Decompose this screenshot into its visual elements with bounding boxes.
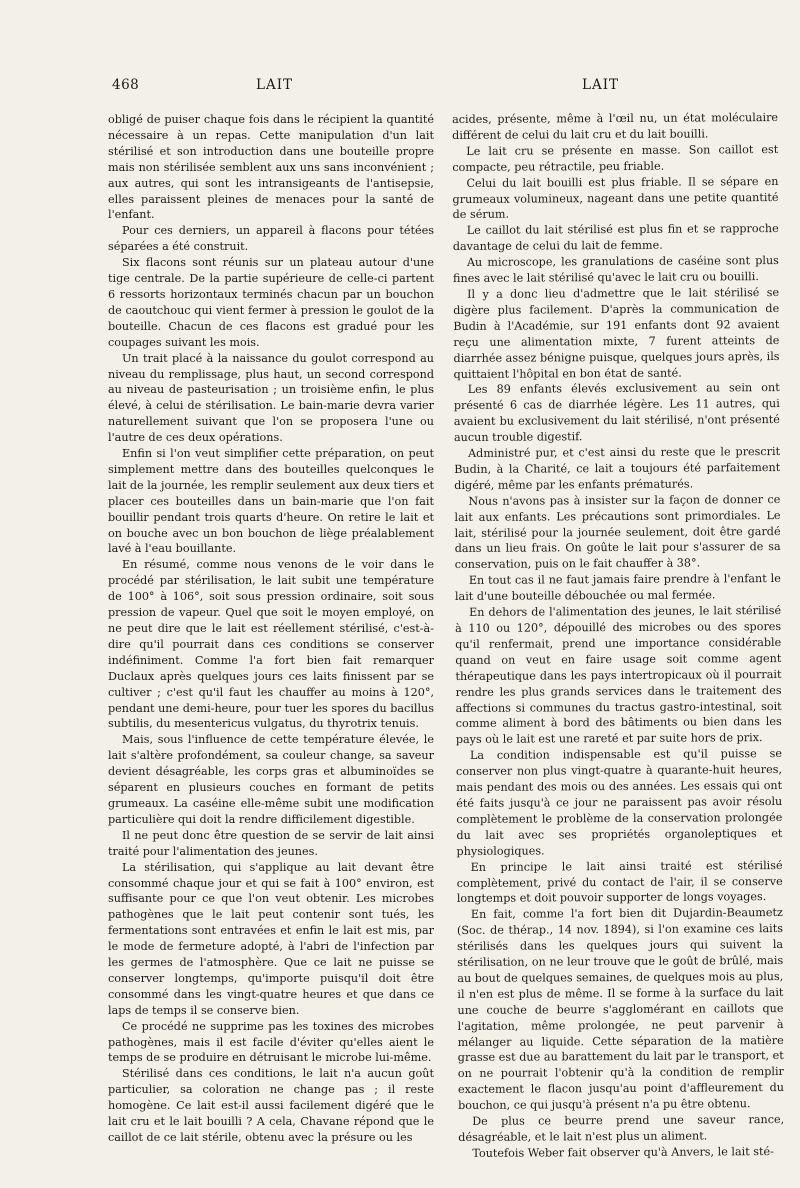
paragraph: acides, présente, même à l'œil nu, un état moléculaire différent de celui du lait cru et du lait bouilli. xyxy=(452,111,779,142)
running-title-right: LAIT xyxy=(582,77,620,93)
paragraph: Un trait placé à la naissance du goulot correspond au niveau du remplissage, plus haut, un second correspond au niveau de pasteurisation ; un troisième enfin, le plus élevé, à celui de stérilisation. Le bain-marie devra varier naturellement suivant que l'on se proposera l'une ou l'autre de ces deux opérations. xyxy=(108,351,434,445)
running-head xyxy=(0,77,800,97)
paragraph: Ce procédé ne supprime pas les toxines des microbes pathogènes, mais il est facile d'éviter qu'elles aient le temps de se produire en détruisant le microbe lui-même. xyxy=(108,1019,434,1065)
paragraph: Nous n'avons pas à insister sur la façon de donner ce lait aux enfants. Les précautions sont primordiales. Le lait, stérilisé pour la journée seulement, doit être gardé dans un lieu frais. On goûte le lait pour s'assurer de sa conservation, puis on le fait chauffer à 38°. xyxy=(454,492,781,572)
paragraph: De plus ce beurre prend une saveur rance, désagréable, et le lait n'est plus un aliment. xyxy=(458,1113,785,1144)
text-column-left xyxy=(108,112,434,1146)
paragraph: Enfin si l'on veut simplifier cette préparation, on peut simplement mettre dans des bouteilles quelconques le lait de la journée, les remplir seulement aux deux tiers et placer ces bouteilles dans un bain-marie que l'on fait bouillir pendant trois quarts d'heure. On retire le lait et on bouche avec un bon bouchon de liège préalablement lavé à l'eau bouillante. xyxy=(108,447,434,556)
paragraph: En résumé, comme nous venons de le voir dans le procédé par stérilisation, le lait subit une température de 100° à 106°, soit sous pression ordinaire, soit sous pression de vapeur. Quel que soit le moyen employé, on ne peut dire que le lait est réellement stérilisé, c'est-à-dire qu'il pourrait dans ces conditions se conserver indéfiniment. Comme l'a fort bien fait remarquer Duclaux après quelques jours ces laits finissent par se cultiver ; c'est qu'il faut les chauffer au moins à 120°, pendant une demi-heure, pour tuer les spores du bacillus subtilis, du mesentericus vulgatus, du thyrotrix tenuis. xyxy=(108,558,434,731)
paragraph: Il y a donc lieu d'admettre que le lait stérilisé se digère plus facilement. D'après la communication de Budin à l'Académie, sur 191 enfants dont 92 avaient reçu une alimentation mixte, 7 furent atteints de diarrhée assez bénigne puisque, quelques jours après, ils quittaient l'hôpital en bon état de santé. xyxy=(453,285,780,381)
paragraph: Le caillot du lait stérilisé est plus fin et se rapproche davantage de celui du lait de femme. xyxy=(452,222,779,254)
paragraph: Six flacons sont réunis sur un plateau autour d'une tige centrale. De la partie supérieure de celle-ci partent 6 ressorts horizontaux terminés chacun par un bouchon de caoutchouc qui vient fermer à pression le goulot de la bouteille. Chacun de ces flacons est gradué pour les coupages suivant les mois. xyxy=(108,256,434,349)
paragraph: Celui du lait bouilli est plus friable. Il se sépare en grumeaux volumineux, nageant dans une petite quantité de sérum. xyxy=(452,174,779,222)
text-column-right xyxy=(452,110,784,1162)
paragraph: Au microscope, les granulations de caséine sont plus fines avec le lait stérilisé qu'avec le lait cru ou bouilli. xyxy=(452,254,779,286)
paragraph: En principe le lait ainsi traité est stérilisé complètement, privé du contact de l'air, il se conserve longtemps et doit pouvoir supporter de longs voyages. xyxy=(456,858,783,906)
paragraph: Il ne peut donc être question de se servir de lait ainsi traité pour l'alimentation des jeunes. xyxy=(108,828,434,858)
paragraph: Mais, sous l'influence de cette température élevée, le lait s'altère profondément, sa couleur change, sa saveur devient désagréable, les corps gras et albuminoïdes se séparent en plusieurs couches en formant de petits grumeaux. La caséine elle-même subit une modification particulière qui doit la rendre difficilement digestible. xyxy=(108,733,434,826)
paragraph: La stérilisation, qui s'applique au lait devant être consommé chaque jour et qui se fait à 100° environ, est suffisante pour ce que l'on veut obtenir. Les microbes pathogènes que le lait peut contenir sont tués, les fermentations sont entravées et enfin le lait est mis, par le mode de fermeture adopté, à l'abri de l'infection par les germes de l'atmosphère. Que ce lait ne puisse se conserver longtemps, qu'importe puisqu'il doit être consommé dans les vingt-quatre heures et que dans ce laps de temps il se conserve bien. xyxy=(108,860,434,1017)
paragraph: Toutefois Weber fait observer qu'à Anvers, le lait sté- xyxy=(472,1144,774,1160)
paragraph: Stérilisé dans ces conditions, le lait n'a aucun goût particulier, sa coloration ne change pas ; il reste homogène. Ce lait est-il aussi facilement digéré que le lait cru et le lait bouilli ? A cela, Chavane répond que le caillot de ce lait stérile, obtenu avec la présure ou les xyxy=(108,1067,434,1144)
paragraph: En dehors de l'alimentation des jeunes, le lait stérilisé à 110 ou 120°, dépouillé des microbes ou des spores qu'il renfermait, prend une importance considérable quand on veut en faire usage soit comme agent thérapeutique dans les pays intertropicaux où il pourrait rendre les plus grands services dans le traitement des affections si communes du tractus gastro-intestinal, soit comme aliment à bord des bâtiments ou bien dans les pays où le lait est une rareté et par suite hors de prix. xyxy=(455,604,782,747)
page-number: 468 xyxy=(112,77,140,93)
paragraph: Les 89 enfants élevés exclusivement au sein ont présenté 6 cas de diarrhée légère. Les 11 autres, qui avaient bu exclusivement du lait stérilisé, n'ont présenté aucun trouble digestif. xyxy=(453,381,780,445)
paragraph: Administré pur, et c'est ainsi du reste que le prescrit Budin, à la Charité, ce lait a toujours été parfaitement digéré, même par les enfants prématurés. xyxy=(454,445,781,492)
paragraph: Le lait cru se présente en masse. Son caillot est compacte, peu rétractile, peu friable. xyxy=(452,142,779,174)
paragraph: La condition indispensable est qu'il puisse se conserver non plus vingt-quatre à quarante-huit heures, mais pendant des mois ou des années. Les essais qui ont été faits jusqu'à ce jour ne paraissent pas avoir résolu complètement le problème de la conservation prolongée du lait avec ses propriétés organoleptiques et physiologiques. xyxy=(455,747,783,858)
paragraph: obligé de puiser chaque fois dans le récipient la quantité nécessaire à un repas. Cette manipulation d'un lait stérilisé et son introduction dans une bouteille propre mais non stérilisée semblent aux uns sans inconvénient ; aux autres, qui sont les intransigeants de l'antisepsie, elles paraissent pleines de menaces pour la santé de l'enfant. xyxy=(108,113,434,222)
running-title-left: LAIT xyxy=(256,77,294,93)
paragraph: Pour ces derniers, un appareil à flacons pour tétées séparées a été construit. xyxy=(108,224,434,254)
paragraph: En tout cas il ne faut jamais faire prendre à l'enfant le lait d'une bouteille débouchée ou mal fermée. xyxy=(454,572,781,604)
paragraph: En fait, comme l'a fort bien dit Dujardin-Beaumetz (Soc. de thérap., 14 nov. 1894), si l'on examine ces laits stérilisés dans les quelques jours qui suivent la stérilisation, on ne leur trouve que le goût de brûlé, mais au bout de quelques semaines, de quelques mois au plus, il n'en est plus de même. Il se forme à la surface du lait une couche de beurre s'agglomérant en caillots que l'agitation, même prolongée, ne peut parvenir à mélanger au liquide. Cette séparation de la matière grasse est due au barattement du lait par le transport, et on ne pourrait l'obtenir qu'à la condition de remplir exactement le flacon jusqu'au point d'affleurement du bouchon, ce qui jusqu'à présent n'a pu être obtenu. xyxy=(456,906,785,1113)
